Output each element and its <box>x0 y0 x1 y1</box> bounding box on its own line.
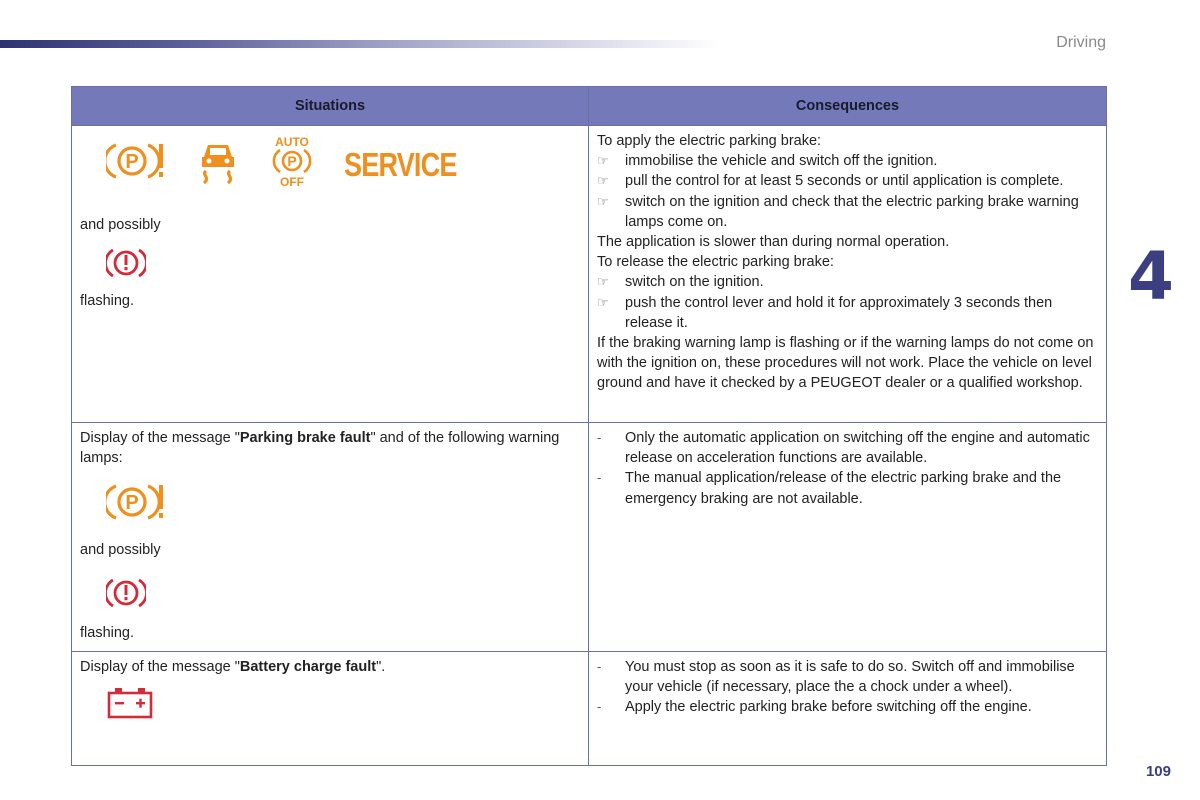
message-name: Battery charge fault <box>239 658 377 675</box>
list-item: - The manual application/release of the electric parking brake and the emergency braking are not available. <box>597 470 1062 507</box>
column-header-consequences: Consequences <box>589 87 1107 126</box>
consequence-cell <box>589 423 1107 652</box>
slower-note: The application is slower than during normal operation. <box>597 234 950 251</box>
warning-icons-row <box>106 131 580 197</box>
braking-warning-icon <box>106 243 580 283</box>
parking-brake-warning-icon <box>106 141 166 187</box>
list-item: ☞ push the control lever and hold it for approximately 3 seconds then release it. <box>597 294 1053 331</box>
pointing-hand-icon: ☞ <box>597 153 609 169</box>
situation-cell <box>72 126 589 423</box>
apply-title: To apply the electric parking brake: <box>597 133 822 149</box>
message-text: Display of the message "Parking brake fault" and of the following warning lamps: <box>80 430 560 467</box>
list-item: - Only the automatic application on switching off the engine and automatic release on acceleration functions are available. <box>597 430 1090 467</box>
release-steps-list <box>597 272 1098 333</box>
flashing-text: flashing. <box>80 293 135 310</box>
pointing-hand-icon: ☞ <box>597 294 609 310</box>
battery-warning-icon <box>106 683 580 723</box>
list-item: - You must stop as soon as it is safe to do so. Switch off and immobilise your vehicle (if necessary, place the a chock under a wheel). <box>597 658 1075 696</box>
list-item: ☞ switch on the ignition. <box>597 272 1098 292</box>
header-gradient-bar <box>0 40 720 48</box>
consequence-cell <box>589 126 1107 423</box>
parking-brake-warning-icon <box>106 478 580 526</box>
message-name: Parking brake fault <box>239 430 371 446</box>
braking-warning-icon <box>106 573 580 613</box>
svg-text:P: P <box>287 152 297 169</box>
consequence-list <box>597 657 1098 718</box>
warning-note: If the braking warning lamp is flashing or if the warning lamps do not come on with the ignition on, these procedures will not work. Place the vehicle on level ground and have it checked by a PEUGEOT dealer or a qualified workshop. <box>597 335 1094 392</box>
and-possibly-text: and possibly <box>80 217 161 233</box>
list-item: ☞ pull the control for at least 5 seconds or until application is complete. <box>597 171 1098 191</box>
flashing-text: flashing. <box>80 624 135 641</box>
table-row <box>72 423 1107 652</box>
list-item: ☞ switch on the ignition and check that the electric parking brake warning lamps come on. <box>597 193 1079 230</box>
list-item: ☞ immobilise the vehicle and switch off the ignition. <box>597 151 1098 171</box>
situations-table <box>71 86 1107 766</box>
stability-control-icon <box>196 137 240 191</box>
pointing-hand-icon: ☞ <box>597 193 609 209</box>
and-possibly-text: and possibly <box>80 542 161 559</box>
table-row <box>72 126 1107 423</box>
message-text: Display of the message "Battery charge fault". <box>80 658 386 675</box>
pointing-hand-icon: ☞ <box>597 173 609 189</box>
consequence-list <box>597 428 1098 509</box>
service-icon: SERVICE <box>344 145 457 183</box>
apply-steps-list <box>597 151 1098 232</box>
auto-label: AUTO <box>275 134 309 149</box>
svg-text:P: P <box>125 492 139 515</box>
release-title: To release the electric parking brake: <box>597 254 834 271</box>
svg-text:P: P <box>125 150 139 173</box>
table-header-row <box>72 87 1107 126</box>
off-label: OFF <box>280 174 304 188</box>
pointing-hand-icon: ☞ <box>597 274 609 290</box>
chapter-number: 4 <box>1128 238 1174 315</box>
consequence-cell <box>589 651 1107 765</box>
list-item: - Apply the electric parking brake before switching off the engine. <box>597 699 1032 716</box>
page-number: 109 <box>1145 763 1171 780</box>
auto-parking-off-icon <box>270 134 314 194</box>
situation-cell <box>72 423 589 652</box>
column-header-situations: Situations <box>72 87 589 126</box>
situation-cell <box>72 651 589 765</box>
section-title: Driving <box>1056 34 1106 51</box>
table-row <box>72 651 1107 765</box>
